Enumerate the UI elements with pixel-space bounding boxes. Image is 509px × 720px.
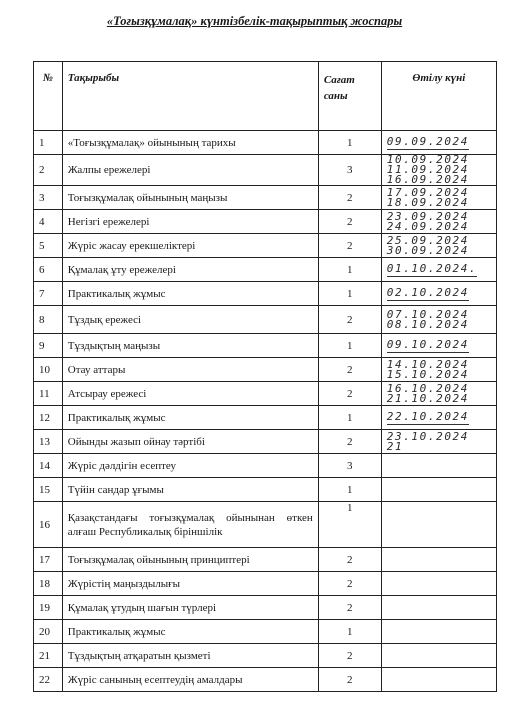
- table-row: [34, 358, 497, 382]
- handwritten-date: 16.10.2024: [386, 381, 469, 395]
- handwritten-date: 11.09.2024: [386, 163, 469, 176]
- table-row: [34, 306, 497, 334]
- table-row: [34, 186, 497, 210]
- row-dates: [381, 502, 496, 548]
- row-number: 8: [34, 306, 63, 334]
- schedule-rows: [34, 131, 497, 692]
- row-topic: Практикалық жұмыс: [62, 282, 318, 306]
- row-number: 2: [34, 155, 63, 186]
- row-hours: 1: [318, 502, 381, 548]
- row-number: 5: [34, 234, 63, 258]
- row-dates: [381, 382, 496, 406]
- row-topic: Тұздық ережесі: [62, 306, 318, 334]
- row-hours: 2: [318, 430, 381, 454]
- table-row: [34, 334, 497, 358]
- handwritten-date: 09.09.2024: [386, 135, 469, 148]
- row-number: 7: [34, 282, 63, 306]
- handwritten-date: 21: [386, 439, 404, 453]
- row-dates: [381, 234, 496, 258]
- row-number: 13: [34, 430, 63, 454]
- row-topic: «Тоғызқұмалақ» ойынының тарихы: [62, 131, 318, 155]
- row-topic: Жүріс санының есептеудің амалдары: [62, 668, 318, 692]
- row-number: 17: [34, 548, 63, 572]
- row-number: 22: [34, 668, 63, 692]
- table-row: [34, 620, 497, 644]
- row-dates: [381, 572, 496, 596]
- row-dates: [381, 258, 496, 282]
- row-hours: 2: [318, 306, 381, 334]
- row-topic: Жалпы ережелері: [62, 155, 318, 186]
- row-hours: 2: [318, 548, 381, 572]
- handwritten-date: 01.10.2024.: [386, 262, 478, 275]
- row-dates: [381, 210, 496, 234]
- row-dates: [381, 454, 496, 478]
- row-number: 6: [34, 258, 63, 282]
- row-hours: 2: [318, 644, 381, 668]
- row-topic: Жүріс дәлдігін есептеу: [62, 454, 318, 478]
- row-topic: Негізгі ережелері: [62, 210, 318, 234]
- row-hours: 1: [318, 131, 381, 155]
- header-hours: Сағат саны: [318, 62, 381, 131]
- handwritten-date: 21.10.2024: [386, 391, 469, 405]
- row-hours: 1: [318, 478, 381, 502]
- handwritten-date: 22.10.2024: [386, 410, 469, 423]
- row-hours: 2: [318, 668, 381, 692]
- table-row: [34, 430, 497, 454]
- row-dates: [381, 155, 496, 186]
- row-number: 9: [34, 334, 63, 358]
- row-topic: Жүрістің маңыздылығы: [62, 572, 318, 596]
- row-topic: Атсырау ережесі: [62, 382, 318, 406]
- row-dates: [381, 306, 496, 334]
- row-number: 20: [34, 620, 63, 644]
- row-hours: 1: [318, 282, 381, 306]
- table-row: [34, 548, 497, 572]
- row-dates: [381, 282, 496, 306]
- row-topic: Ойынды жазып ойнау тәртібі: [62, 430, 318, 454]
- handwritten-date: 18.09.2024: [386, 195, 469, 209]
- row-hours: 1: [318, 406, 381, 430]
- row-dates: [381, 548, 496, 572]
- row-topic: Жүріс жасау ерекшеліктері: [62, 234, 318, 258]
- row-hours: 2: [318, 572, 381, 596]
- row-topic: Тұздықтың маңызы: [62, 334, 318, 358]
- row-number: 12: [34, 406, 63, 430]
- row-number: 3: [34, 186, 63, 210]
- handwritten-date: 30.09.2024: [386, 243, 469, 257]
- document-title: «Тоғызқұмалақ» күнтізбелік-тақырыптық жоспары: [106, 14, 403, 28]
- row-dates: [381, 131, 496, 155]
- row-hours: 2: [318, 210, 381, 234]
- row-topic: Құмалақ ұту ережелері: [62, 258, 318, 282]
- table-row: [34, 406, 497, 430]
- handwritten-date: 08.10.2024: [386, 317, 469, 331]
- row-number: 16: [34, 502, 63, 548]
- table-row: [34, 668, 497, 692]
- header-date: Өтілу күні: [381, 62, 496, 131]
- table-row: [34, 502, 497, 548]
- row-topic: Практикалық жұмыс: [62, 406, 318, 430]
- row-dates: [381, 358, 496, 382]
- row-number: 10: [34, 358, 63, 382]
- row-number: 15: [34, 478, 63, 502]
- table-row: [34, 131, 497, 155]
- row-topic: Практикалық жұмыс: [62, 620, 318, 644]
- handwritten-date: 17.09.2024: [386, 185, 469, 199]
- table-row: [34, 572, 497, 596]
- table-row: [34, 210, 497, 234]
- row-topic: Түйін сандар ұғымы: [62, 478, 318, 502]
- row-hours: 2: [318, 234, 381, 258]
- row-hours: 2: [318, 596, 381, 620]
- table-row: [34, 644, 497, 668]
- row-hours: 1: [318, 620, 381, 644]
- row-dates: [381, 620, 496, 644]
- row-number: 19: [34, 596, 63, 620]
- row-topic: Тұздықтың атқаратын қызметі: [62, 644, 318, 668]
- row-hours: 1: [318, 258, 381, 282]
- handwritten-date: 23.09.2024: [386, 209, 469, 223]
- handwritten-date: 10.09.2024: [386, 154, 469, 166]
- table-row: [34, 234, 497, 258]
- row-number: 18: [34, 572, 63, 596]
- row-topic: Тоғызқұмалақ ойынының маңызы: [62, 186, 318, 210]
- row-number: 14: [34, 454, 63, 478]
- row-number: 11: [34, 382, 63, 406]
- table-row: [34, 478, 497, 502]
- row-number: 21: [34, 644, 63, 668]
- handwritten-date: 15.10.2024: [386, 367, 469, 381]
- row-dates: [381, 186, 496, 210]
- table-row: [34, 258, 497, 282]
- row-hours: 1: [318, 334, 381, 358]
- row-topic: Қазақстандағы тоғызқұмалақ ойынынан өткен алғаш Республикалық біріншілік: [62, 502, 318, 548]
- row-hours: 3: [318, 454, 381, 478]
- row-hours: 2: [318, 358, 381, 382]
- table-row: [34, 155, 497, 186]
- row-dates: [381, 406, 496, 430]
- table-row: [34, 596, 497, 620]
- schedule-table: [33, 61, 497, 692]
- handwritten-date: 07.10.2024: [386, 307, 469, 321]
- table-row: [34, 382, 497, 406]
- row-dates: [381, 644, 496, 668]
- handwritten-date: 23.10.2024: [386, 429, 469, 443]
- table-row: [34, 454, 497, 478]
- handwritten-date: 25.09.2024: [386, 233, 469, 247]
- handwritten-date: 02.10.2024: [386, 286, 469, 299]
- row-dates: [381, 668, 496, 692]
- handwritten-date: 16.09.2024: [386, 173, 469, 186]
- header-topic: Тақырыбы: [62, 62, 318, 131]
- row-topic: Отау аттары: [62, 358, 318, 382]
- row-dates: [381, 596, 496, 620]
- row-dates: [381, 430, 496, 454]
- row-hours: 2: [318, 382, 381, 406]
- row-number: 1: [34, 131, 63, 155]
- row-topic: Тоғызқұмалақ ойынының принциптері: [62, 548, 318, 572]
- table-row: [34, 282, 497, 306]
- row-number: 4: [34, 210, 63, 234]
- handwritten-date: 14.10.2024: [386, 357, 469, 371]
- row-hours: 3: [318, 155, 381, 186]
- handwritten-date: 09.10.2024: [386, 338, 469, 351]
- table-header-row: [34, 62, 497, 131]
- row-dates: [381, 334, 496, 358]
- row-hours: 2: [318, 186, 381, 210]
- header-number: №: [34, 62, 63, 131]
- handwritten-date: 24.09.2024: [386, 219, 469, 233]
- row-topic: Құмалақ ұтудың шағын түрлері: [62, 596, 318, 620]
- row-dates: [381, 478, 496, 502]
